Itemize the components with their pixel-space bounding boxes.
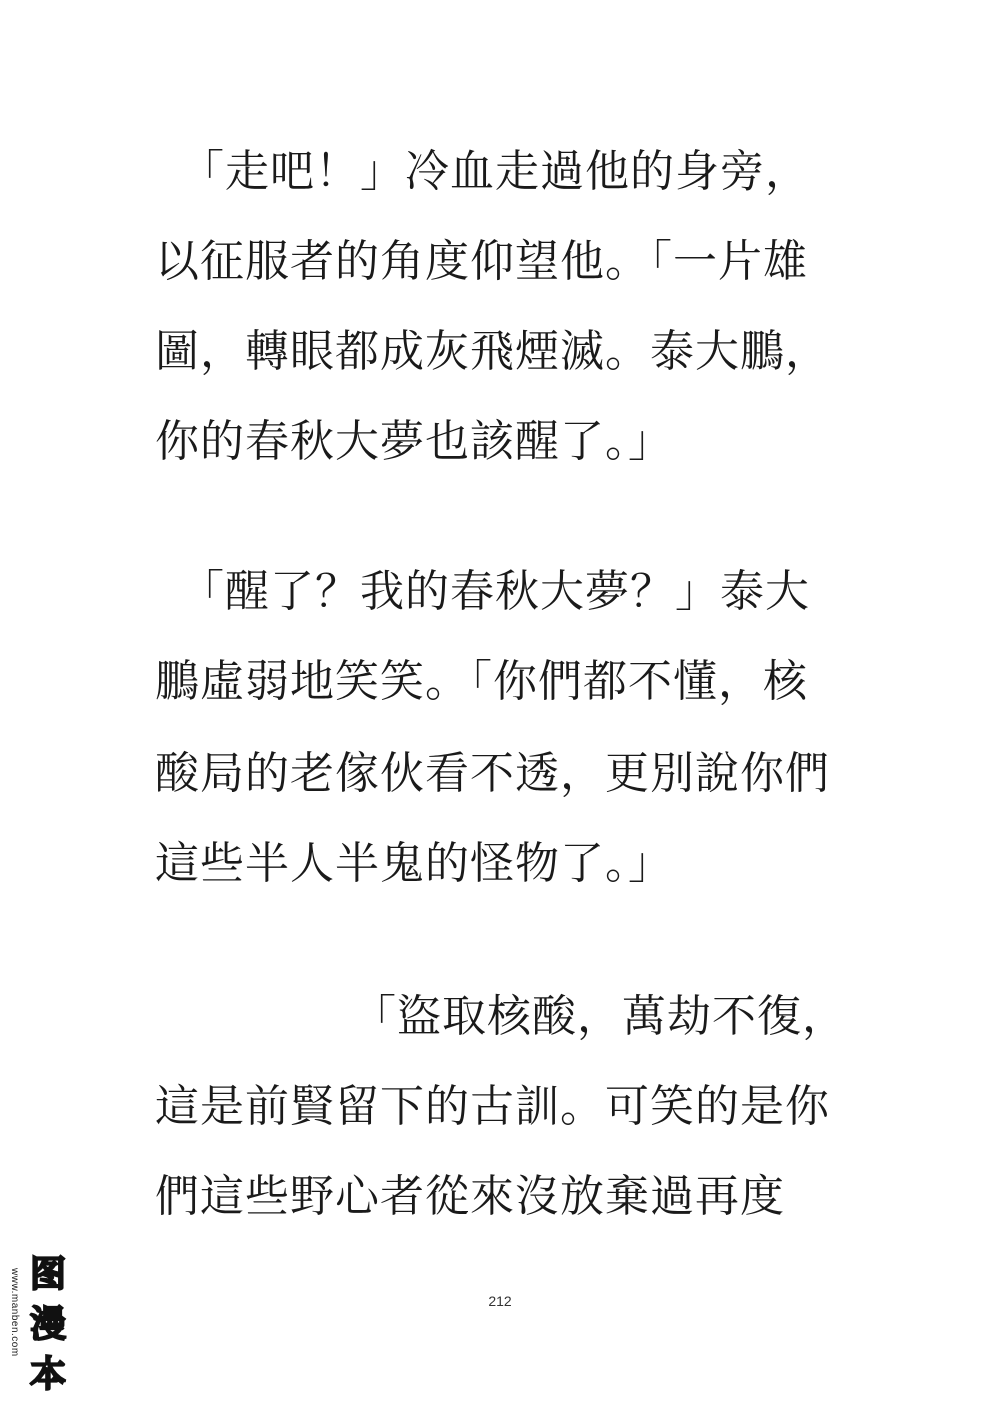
text-line-4: 你的春秋大夢也該醒了。」 xyxy=(155,416,673,467)
text-line-7: 酸局的老傢伙看不透，更別說你們 xyxy=(155,748,830,799)
watermark-char: 本 xyxy=(29,1354,66,1395)
watermark-char: 漫 xyxy=(29,1304,66,1345)
text-line-5: 「醒了？我的春秋大夢？」泰大 xyxy=(180,566,810,617)
text-line-1: 「走吧！」冷血走過他的身旁， xyxy=(180,146,810,197)
page-number: 212 xyxy=(488,1293,512,1309)
watermark-url: www.manben.com xyxy=(9,1268,20,1357)
watermark-logo xyxy=(28,1250,68,1400)
text-line-2: 以征服者的角度仰望他。「一片雄 xyxy=(155,236,808,287)
text-line-11: 們這些野心者從來沒放棄過再度 xyxy=(155,1171,785,1222)
text-line-8: 這些半人半鬼的怪物了。」 xyxy=(155,838,673,889)
text-line-9: 「盜取核酸，萬劫不復， xyxy=(352,991,847,1042)
text-line-10: 這是前賢留下的古訓。可笑的是你 xyxy=(155,1081,830,1132)
text-line-6: 鵬虛弱地笑笑。「你們都不懂，核 xyxy=(155,656,808,707)
text-line-3: 圖，轉眼都成灰飛煙滅。泰大鵬， xyxy=(155,326,830,377)
watermark-char: 图 xyxy=(29,1254,66,1295)
